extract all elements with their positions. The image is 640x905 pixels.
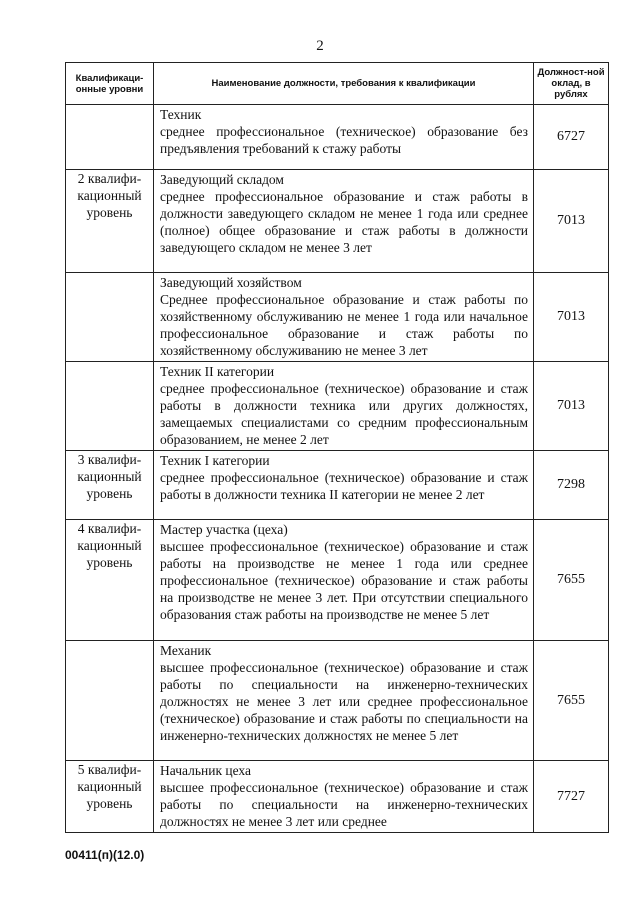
- position-title: Мастер участка (цеха): [160, 522, 288, 537]
- position-cell: [154, 451, 534, 520]
- table-row: [66, 273, 609, 362]
- position-cell: [154, 170, 534, 273]
- table-row: [66, 105, 609, 170]
- salary-cell: 7655: [534, 641, 609, 761]
- position-requirements: Среднее профессиональное образование и стаж работы по хозяйственному обслуживанию не менее 1 года или начальное профессиональное образование и стаж работы по хозяйственному обслуживанию не менее 3 лет: [160, 292, 528, 358]
- salary-cell: 7013: [534, 273, 609, 362]
- position-title: Заведующий складом: [160, 172, 284, 187]
- position-requirements: высшее профессиональное (техническое) образование и стаж работы по специальности на инженерно-технических должностях не менее 3 лет или среднее: [160, 780, 528, 829]
- level-cell: [66, 273, 154, 362]
- position-title: Техник II категории: [160, 364, 275, 379]
- header-position: Наименование должности, требования к квалификации: [154, 63, 534, 105]
- level-cell: [66, 362, 154, 451]
- level-cell: 2 квалифи-кационный уровень: [66, 170, 154, 273]
- position-cell: [154, 641, 534, 761]
- salary-cell: 7013: [534, 362, 609, 451]
- salary-cell: 7655: [534, 520, 609, 641]
- level-cell: 3 квалифи-кационный уровень: [66, 451, 154, 520]
- page-number: 2: [316, 38, 324, 54]
- salary-cell: 6727: [534, 105, 609, 170]
- position-cell: [154, 520, 534, 641]
- qualification-table: [65, 62, 609, 833]
- level-cell: 4 квалифи-кационный уровень: [66, 520, 154, 641]
- level-cell: [66, 105, 154, 170]
- salary-cell: 7013: [534, 170, 609, 273]
- document-code: 00411(п)(12.0): [65, 848, 145, 862]
- header-salary: Должност-ной оклад, в рублях: [534, 63, 609, 105]
- position-cell: [154, 273, 534, 362]
- header-level: Квалификаци-онные уровни: [66, 63, 154, 105]
- salary-cell: 7298: [534, 451, 609, 520]
- position-requirements: среднее профессиональное (техническое) образование и стаж работы в должности техника или других должностях, замещаемых специалистами со средним профессиональным образованием, не менее 2 лет: [160, 381, 528, 447]
- table-row: [66, 520, 609, 641]
- position-title: Механик: [160, 643, 212, 658]
- position-requirements: среднее профессиональное (техническое) образование без предъявления требований к стажу работы: [160, 124, 528, 156]
- table-row: [66, 641, 609, 761]
- table-header-row: [66, 63, 609, 105]
- table-row: [66, 362, 609, 451]
- position-requirements: высшее профессиональное (техническое) образование и стаж работы по специальности на инженерно-технических должностях не менее 3 лет или среднее профессиональное (техническое) образование и стаж работы по специальности на инженерно-технических должностях не менее 5 лет: [160, 660, 528, 743]
- position-title: Техник: [160, 107, 202, 122]
- salary-cell: 7727: [534, 761, 609, 833]
- position-cell: [154, 105, 534, 170]
- position-title: Техник I категории: [160, 453, 270, 468]
- position-requirements: среднее профессиональное образование и стаж работы в должности заведующего складом не менее 1 года или среднее (полное) общее образование и стаж работы в должности заведующего складом не менее 3 лет: [160, 189, 528, 255]
- level-cell: 5 квалифи-кационный уровень: [66, 761, 154, 833]
- table-row: [66, 170, 609, 273]
- position-cell: [154, 761, 534, 833]
- position-title: Начальник цеха: [160, 763, 251, 778]
- position-title: Заведующий хозяйством: [160, 275, 302, 290]
- table-row: [66, 761, 609, 833]
- level-cell: [66, 641, 154, 761]
- table-row: [66, 451, 609, 520]
- position-cell: [154, 362, 534, 451]
- position-requirements: среднее профессиональное (техническое) образование и стаж работы в должности техника II категории не менее 2 лет: [160, 470, 528, 502]
- position-requirements: высшее профессиональное (техническое) образование и стаж работы на производстве не менее 1 года или среднее профессиональное (техническое) образование и стаж работы на производстве не менее 3 лет. При отсутствии специального образования стаж работы на производстве не менее 5 лет: [160, 539, 528, 622]
